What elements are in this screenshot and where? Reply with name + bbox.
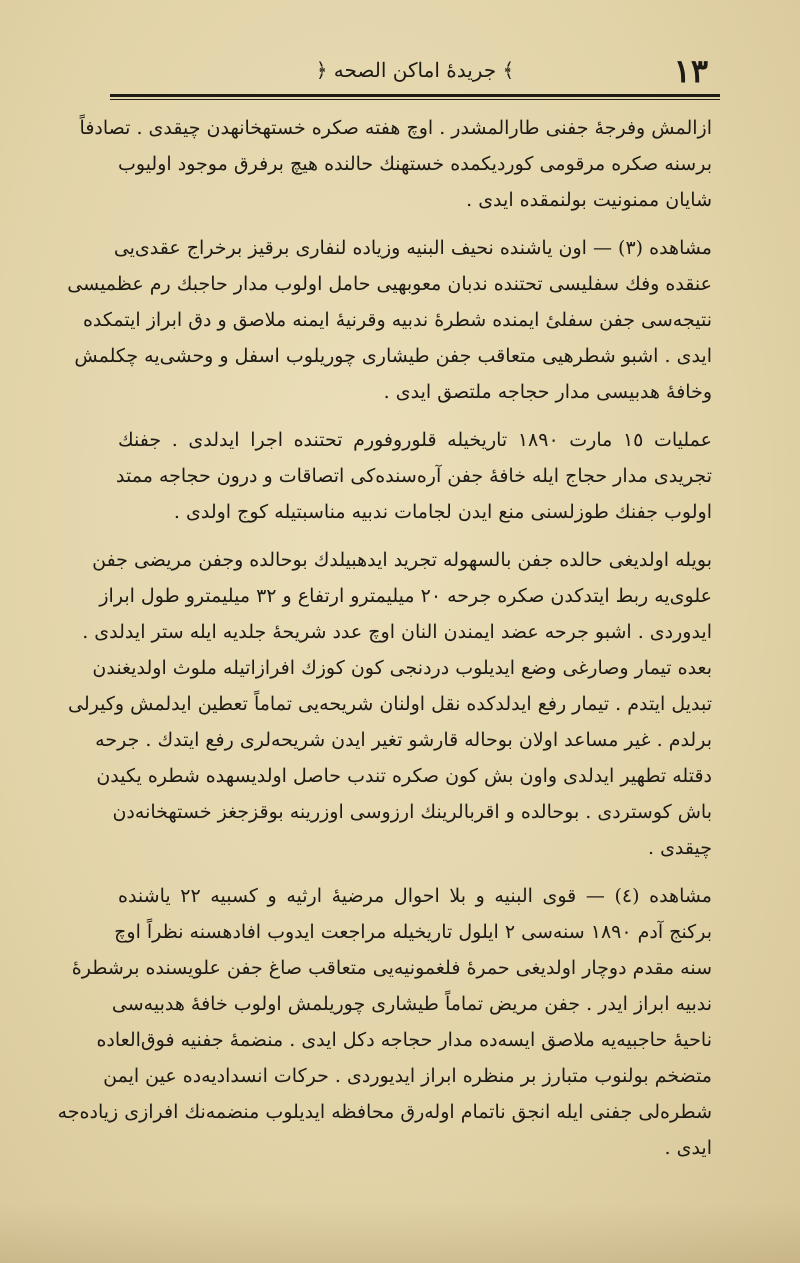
- text-line: اولوب جفنك طوزلسنی منع ایدن لجامات ندبیه مناسبتیله کوج اولدی .: [173, 501, 712, 523]
- running-title: ﴾ جريدهٔ اماكن الصحه ﴿: [315, 58, 515, 82]
- text-line: ازالمش وفرجهٔ جفنی طارالمشدر . اوچ هفته صکره خستهخانهدن چیقدی . تصادفاً: [79, 117, 712, 139]
- page-number: ١٣: [673, 52, 708, 90]
- text-line: مشاهده (٣) — اون یاشنده نحیف البنیه وزیاده لنفاری برقیز برخراج عقدی‌یی: [113, 237, 712, 259]
- text-line: برلدم . غیر مساعد اولان بوحاله قارشو تغیر ایدن شریحه‌لری رفع ایتدك . جرحه: [95, 729, 712, 751]
- paragraph: [68, 542, 712, 866]
- paragraph-gap: [118, 218, 712, 230]
- text-line: برکنج آدم ١٨٩٠ سنه‌سی ٢ ایلول تاریخیله مراجعت ایدوب افادهسنه نظراً اوچ: [114, 921, 712, 943]
- text-line: برسنه صکره مرقومی کوردیکمده خستهنك حالنده هیچ برفرق موجود اولیوب: [118, 153, 712, 175]
- paragraph: [57, 878, 712, 1166]
- paragraph-gap: [118, 866, 712, 878]
- text-line: بویله اولدیغی حالده جفن بالسهوله تجرید ایدهبیلدك بوحالده وجفن مریضی جفن: [92, 549, 712, 571]
- text-line: وخافهٔ هدبیسی مدار حجاجه ملتصق ایدی .: [383, 381, 712, 403]
- text-line: ایدی .: [664, 1137, 712, 1159]
- text-line: باش کوستردی . بوحالده و اقربالرینك ارزوسی اوزرینه بوقزجغز خستهخانه‌دن: [112, 801, 712, 823]
- text-line: ناحیهٔ حاجبیه‌یه ملاصق ایسه‌ده مدار حجاجه دکل ایدی . منضمهٔ جفنیه فوق‌العاده: [96, 1029, 712, 1051]
- article-body: [57, 110, 713, 1166]
- page-header: [110, 48, 720, 94]
- text-line: شایان ممنونیت بولنمقده ایدی .: [466, 189, 712, 211]
- text-line: مشاهده (٤) — قوی البنیه و بلا احوال مرضیهٔ ارثیه و کسبیه ٢٢ یاشنده: [118, 885, 712, 907]
- text-line: ایدی . اشبو شطرهیی متعاقب جفن طیشاری چوریلوب اسفل و وحشی‌یه چکلمش: [74, 345, 712, 367]
- text-line: سنه مقدم دوچار اولدیغی حمرهٔ فلغمونیه‌یی متعاقب صاغ جفن علویسنده برشطرهٔ: [71, 957, 712, 979]
- page-shadow: [0, 1203, 800, 1263]
- paragraph-gap: [118, 530, 712, 542]
- text-line: دقتله تطهیر ایدلدی واون بش کون صکره تندب حاصل اولدیسهده شطره یکیدن: [96, 765, 712, 787]
- text-line: متضخم بولنوب متبارز بر منظره ابراز ایدیوردی . حرکات انسدادیه‌ده عین ایمن: [103, 1065, 712, 1087]
- paragraph: [79, 110, 712, 218]
- text-line: چیقدی .: [647, 837, 712, 859]
- text-line: شطره‌لی جفنی ایله انجق ناتمام اوله‌رق محافظه ایدیلوب منضمه‌نك افرازی زیاده‌جه: [57, 1101, 712, 1123]
- text-line: نتیجه‌سی جفن سفلیٔ ایمنده شطرهٔ ندبیه وقرنیهٔ ایمنه ملاصق و دق ابراز ایتمکده: [82, 309, 712, 331]
- text-line: عملیات ١٥ مارت ١٨٩٠ تاریخیله قلوروفورم تحتنده اجرا ایدلدی . جفنك: [118, 429, 713, 451]
- text-line: ایدوردی . اشبو جرحه عضد ایمندن النان اوچ عدد شریحهٔ جلدیه ایله ستر ایدلدی .: [82, 621, 712, 643]
- header-rule-thin: [110, 99, 720, 100]
- header-rule-thick: [110, 94, 720, 97]
- text-line: عنقده وفك سفلیسی تحتنده ندبان معوبهیی حامل اولوب مدار حاجبك رم عظمیسی: [67, 273, 712, 295]
- paragraph: [67, 230, 712, 410]
- paragraph-gap: [118, 410, 712, 422]
- text-line: بعده تیمار وصارغی وضع ایدیلوب دردنجی کون کوزك افرازاتیله ملوث اولدیغندن: [92, 657, 712, 679]
- text-line: تبدیل ایتدم . تیمار رفع ایدلدکده نقل اولنان شریحه‌یی تماماً تعطین ایدلمش وکیرلی: [68, 693, 712, 715]
- text-line: ندبیه ابراز ایدر . جفن مریض تماماً طیشاری چوریلمش اولوب خافهٔ هدبیه‌سی: [111, 993, 712, 1015]
- paragraph: [118, 422, 712, 530]
- text-line: تجریدی مدار حجاج ایله خافهٔ جفن آره‌سنده‌کی اتصاقات و درون حجاجه ممتد: [116, 465, 712, 487]
- text-line: علوی‌یه ربط ایتدکدن صکره جرحه ٢٠ میلیمترو ارتفاع و ٣٢ میلیمترو طول ابراز: [99, 585, 712, 607]
